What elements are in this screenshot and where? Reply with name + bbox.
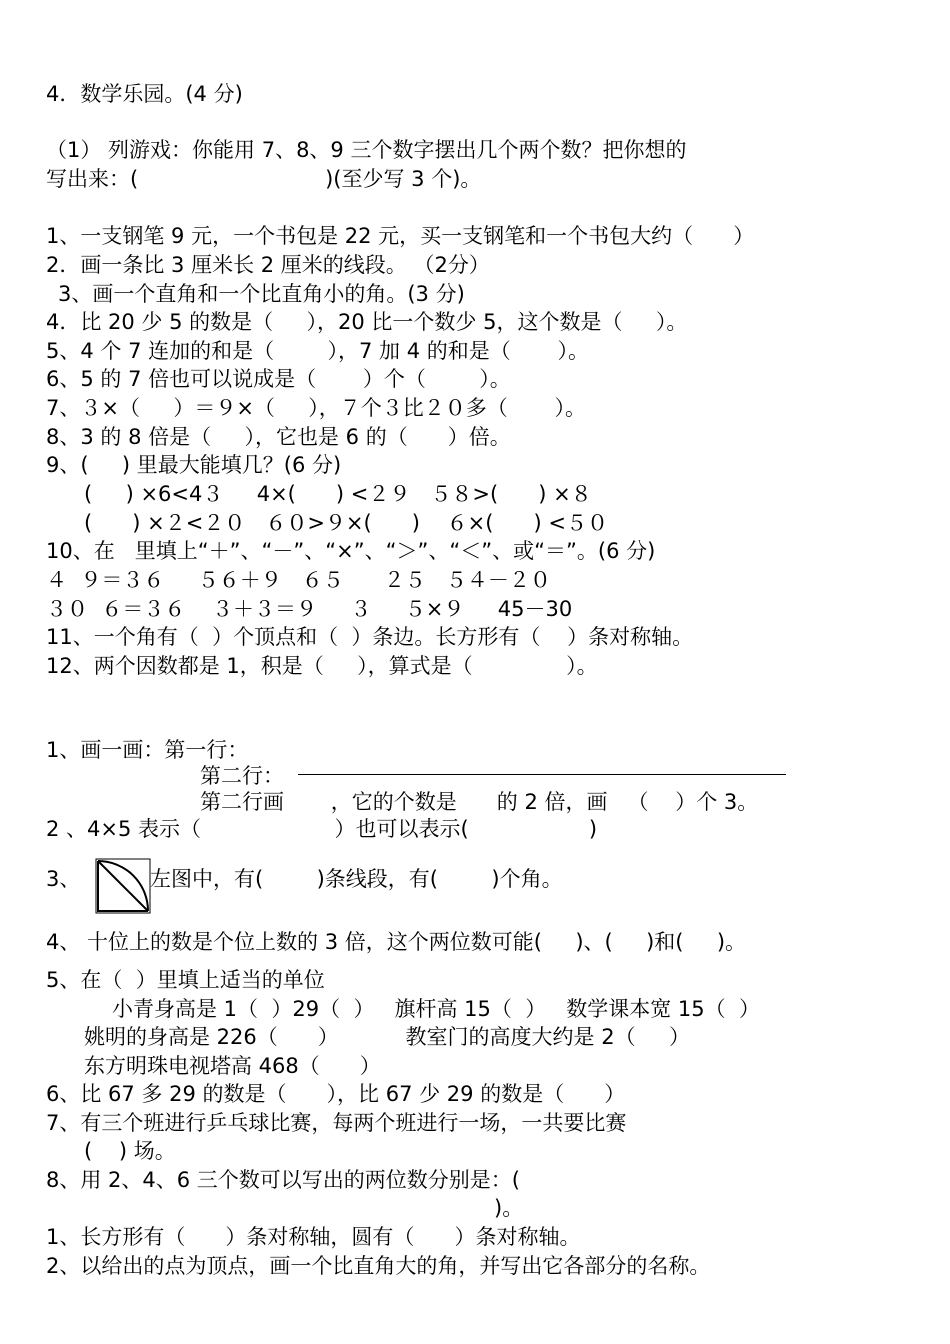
text-line-l24: 3、 [46, 867, 81, 891]
quarter-circle-figure [95, 858, 151, 914]
text-line-l25: 左图中，有( )条线段，有( )个角。 [150, 867, 563, 891]
text-line-l15: 10、在 里填上“＋”、“－”、“×”、“＞”、“＜”、或“＝”。(6 分) [46, 539, 656, 563]
text-line-l20: 1、画一画：第一行： [46, 738, 249, 762]
text-line-l26: 4、 十位上的数是个位上数的 3 倍，这个两位数可能( )、( )和( )。 [46, 930, 747, 954]
text-line-l29: 姚明的身高是 226（ ） 教室门的高度大约是 2（ ） [84, 1025, 690, 1049]
text-line-l05: 2．画一条比 3 厘米长 2 厘米的线段。 （2分） [46, 253, 490, 277]
text-line-l02: （1） 列游戏：你能用 7、8、9 三个数字摆出几个两个数？把你想的 [46, 138, 687, 162]
text-line-l01: 4．数学乐园。(4 分) [46, 82, 243, 106]
text-line-l32: 7、有三个班进行乒乓球比赛，每两个班进行一场，一共要比赛 [46, 1111, 627, 1135]
text-line-l36: 1、长方形有（ ）条对称轴，圆有（ ）条对称轴。 [46, 1225, 581, 1249]
text-line-l14: ( ) ×２<２０ ６０>９×( ) ６×( ) <５０ [84, 511, 608, 535]
text-line-l33: ( ) 场。 [84, 1139, 176, 1163]
text-line-l19: 12、两个因数都是 1，积是（ ），算式是（ ）。 [46, 654, 598, 678]
text-line-l03: 写出来：( )(至少写 3 个)。 [46, 167, 482, 191]
text-line-l09: 6、5 的 7 倍也可以说成是（ ）个（ ）。 [46, 367, 511, 391]
text-line-l28: 小青身高是 1（ ）29（ ） 旗杆高 15（ ） 数学课本宽 15（ ） [112, 997, 761, 1021]
text-line-l34: 8、用 2、4、6 三个数可以写出的两位数分别是：( [46, 1168, 520, 1192]
text-line-l31: 6、比 67 多 29 的数是（ ），比 67 少 29 的数是（ ） [46, 1082, 626, 1106]
text-line-l22: 第二行画 ，它的个数是 的 2 倍，画 （ ）个 3。 [200, 790, 759, 814]
text-line-l18: 11、一个角有（ ）个顶点和（ ）条边。长方形有（ ）条对称轴。 [46, 625, 694, 649]
text-line-l08: 5、4 个 7 连加的和是（ ），7 加 4 的和是（ ）。 [46, 339, 589, 363]
text-line-l23: 2 、4×5 表示（ ）也可以表示( ) [46, 817, 598, 841]
drawing-line-row2 [298, 774, 786, 775]
text-line-l12: 9、( ) 里最大能填几？(6 分) [46, 453, 342, 477]
text-line-l30: 东方明珠电视塔高 468（ ） [84, 1054, 381, 1078]
text-line-l27: 5、在（ ）里填上适当的单位 [46, 968, 325, 992]
text-line-l10: 7、３×（ ）＝９×（ ），７个３比２０多（ ）。 [46, 396, 587, 420]
text-line-l16: ４ ９＝３６ ５６＋９ ６５ ２５ ５４－２０ [46, 568, 551, 592]
text-line-l11: 8、3 的 8 倍是（ ），它也是 6 的（ ）倍。 [46, 425, 511, 449]
text-line-l04: 1、一支钢笔 9 元，一个书包是 22 元，买一支钢笔和一个书包大约（ ） [46, 224, 755, 248]
text-line-l06: 3、画一个直角和一个比直角小的角。(3 分) [58, 282, 465, 306]
text-line-l07: 4．比 20 少 5 的数是（ ），20 比一个数少 5，这个数是（ ）。 [46, 310, 688, 334]
text-line-l17: ３０ ６＝３６ ３＋３＝９ ３ ５×９ 45－30 [46, 597, 573, 621]
text-line-l13: ( ) ×6<4３ 4×( ) <２９ ５８>( ) ×８ [84, 482, 592, 506]
text-line-l21: 第二行： [200, 764, 284, 788]
text-line-l35: )。 [494, 1196, 524, 1220]
text-line-l37: 2、以给出的点为顶点，画一个比直角大的角，并写出它各部分的名称。 [46, 1254, 711, 1278]
